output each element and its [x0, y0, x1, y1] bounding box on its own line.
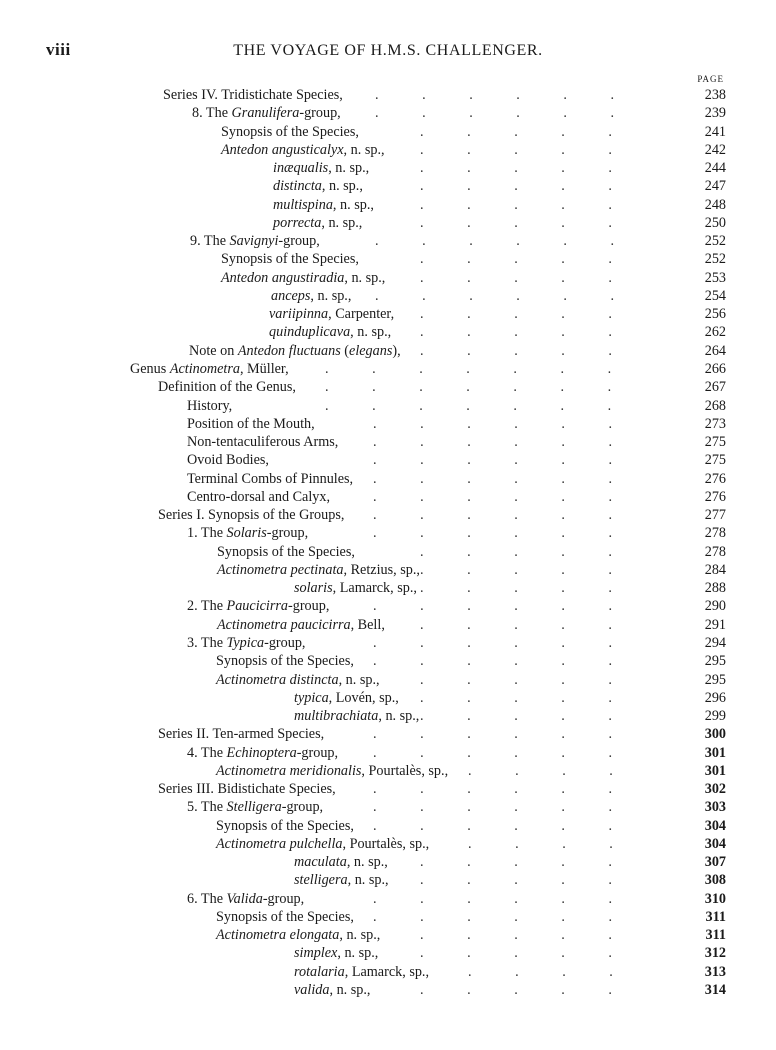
toc-entry-text: 6. The: [187, 890, 227, 907]
toc-entry: [0, 415, 776, 433]
leader-dots: . . . . . .: [375, 287, 615, 304]
page-column-label: PAGE: [697, 74, 724, 84]
toc-entry-title: [294, 871, 389, 889]
toc-page-number: 302: [704, 781, 726, 798]
toc-entry-text: Typica: [226, 634, 265, 651]
toc-page-number: 275: [704, 452, 726, 469]
toc-entry-title: [187, 451, 269, 469]
leader-dots: . . . . .: [420, 342, 612, 359]
toc-page-number: 277: [704, 507, 726, 524]
toc-entry-title: [294, 944, 378, 962]
leader-dots: . . . . .: [420, 854, 612, 871]
toc-entry: [0, 579, 776, 597]
leader-dots: . . . . .: [420, 982, 612, 999]
toc-entry-text: Actinometra elongata: [216, 927, 340, 944]
leader-dots: . . . . . .: [375, 105, 615, 122]
toc-entry-title: [158, 506, 344, 524]
leader-dots: . . . . .: [420, 214, 612, 231]
toc-entry-text: Echinoptera: [226, 744, 297, 761]
leader-dots: . . . . . .: [373, 598, 613, 615]
toc-page-number: 311: [705, 908, 726, 925]
leader-dots: . . . . . .: [373, 415, 613, 432]
toc-entry: [0, 597, 776, 615]
toc-entry-text: , Lamarck, sp.,: [344, 963, 430, 980]
toc-entry-text: , n. sp.,: [346, 854, 388, 871]
leader-dots: . . . . .: [420, 671, 612, 688]
toc-page-number: 244: [704, 160, 726, 177]
toc-entry-text: , n. sp.,: [344, 269, 386, 286]
toc-entry-title: [130, 360, 289, 378]
toc-entry: [0, 342, 776, 360]
toc-page-number: 299: [704, 708, 726, 725]
toc-entry-text: , n. sp.,: [350, 324, 392, 341]
toc-entry-text: quinduplicava: [269, 324, 351, 341]
toc-entry-text: Granulifera: [231, 105, 300, 122]
toc-entry-text: , n. sp.,: [321, 178, 363, 195]
leader-dots: . . . . . .: [375, 233, 615, 250]
toc-entry: [0, 360, 776, 378]
toc-entry-text: , n. sp.,: [337, 945, 379, 962]
toc-entry-text: Series IV. Tridistichate Species,: [163, 87, 343, 103]
toc-entry-text: , n. sp.,: [343, 141, 385, 158]
toc-entry-text: multibrachiata: [294, 708, 379, 725]
toc-entry-text: Paucicirra: [226, 598, 289, 615]
toc-entry-text: typica: [294, 689, 329, 706]
toc-entry-text: distincta: [273, 178, 322, 195]
toc-entry-text: anceps: [271, 287, 311, 304]
toc-page-number: 311: [705, 927, 726, 944]
toc-entry: [0, 214, 776, 232]
toc-page-number: 253: [704, 269, 726, 286]
toc-page-number: 312: [704, 945, 726, 962]
toc-entry-text: Actinometra pectinata: [217, 561, 344, 578]
toc-page-number: 295: [704, 653, 726, 670]
toc-entry-title: [187, 744, 338, 762]
leader-dots: . . . . . .: [373, 470, 613, 487]
toc-entry-title: [294, 579, 417, 597]
toc-entry-title: [216, 652, 354, 670]
toc-entry-text: , n. sp.,: [310, 287, 352, 304]
toc-entry-title: [158, 378, 296, 396]
toc-entry-title: [216, 762, 448, 780]
leader-dots: . . . . . .: [373, 890, 613, 907]
toc-entry: [0, 123, 776, 141]
toc-entry-text: Savignyi: [229, 233, 279, 250]
toc-page-number: 252: [704, 233, 726, 250]
toc-page-number: 284: [704, 561, 726, 578]
toc-entry: [0, 543, 776, 561]
toc-entry-title: [271, 287, 351, 305]
toc-page-number: 262: [704, 324, 726, 341]
toc-entry-text: Genus: [130, 360, 170, 377]
leader-dots: . . . . . .: [373, 634, 613, 651]
toc-entry-title: [273, 159, 369, 177]
toc-entry: [0, 561, 776, 579]
toc-entry: [0, 634, 776, 652]
toc-entry-title: [190, 232, 320, 250]
toc-entry: [0, 104, 776, 122]
toc-entry-title: [187, 597, 329, 615]
toc-entry-text: Terminal Combs of Pinnules,: [187, 470, 354, 487]
toc-entry-text: Antedon fluctuans: [237, 342, 341, 359]
leader-dots: . . . . .: [420, 178, 612, 195]
toc-entry-text: Definition of the Genus,: [158, 379, 296, 396]
toc-entry-text: Synopsis of the Species,: [216, 908, 354, 925]
toc-page-number: 268: [704, 397, 726, 414]
toc-entry-text: , Müller,: [239, 360, 289, 377]
toc-entry: [0, 671, 776, 689]
toc-entry-title: [216, 835, 429, 853]
toc-entry: [0, 524, 776, 542]
toc-entry-title: [217, 543, 355, 561]
leader-dots: . . . .: [468, 835, 613, 852]
toc-entry: [0, 323, 776, 341]
toc-entry: [0, 305, 776, 323]
toc-entry-text: 2. The: [187, 598, 227, 615]
toc-entry-text: Synopsis of the Species,: [216, 653, 354, 670]
leader-dots: . . . . . .: [373, 817, 613, 834]
toc-entry: [0, 707, 776, 725]
toc-entry-text: -group,: [288, 598, 330, 615]
toc-page-number: 278: [704, 525, 726, 542]
toc-entry-title: [221, 123, 359, 141]
toc-entry: [0, 725, 776, 743]
toc-entry-text: 9. The: [190, 233, 230, 250]
toc-entry-title: [216, 926, 380, 944]
toc-entry-text: (: [340, 342, 350, 359]
toc-entry-text: , Bell,: [350, 616, 385, 633]
toc-entry-title: [273, 214, 362, 232]
toc-entry-text: Series III. Bidistichate Species,: [158, 781, 336, 798]
toc-entry-text: valida: [294, 982, 330, 999]
leader-dots: . . . . . . .: [325, 397, 612, 414]
toc-entry-title: [273, 196, 374, 214]
toc-entry: [0, 232, 776, 250]
leader-dots: . . . . . .: [373, 507, 613, 524]
toc-entry-text: Antedon angusticalyx: [221, 141, 344, 158]
toc-entry: [0, 470, 776, 488]
toc-entry: [0, 397, 776, 415]
toc-entry: [0, 378, 776, 396]
toc-page-number: 242: [704, 141, 726, 158]
toc-entry-text: , Pourtalès, sp.,: [361, 762, 449, 779]
toc-page-number: 247: [704, 178, 726, 195]
toc-entry-text: Antedon angustiradia: [221, 269, 345, 286]
toc-entry-title: [294, 853, 388, 871]
toc-entry: [0, 141, 776, 159]
toc-entry-title: [187, 488, 330, 506]
toc-entry-title: [192, 104, 341, 122]
toc-entry-title: [217, 616, 385, 634]
leader-dots: . . . .: [468, 762, 613, 779]
toc-entry-text: Synopsis of the Species,: [221, 123, 359, 140]
toc-entry-text: -group,: [264, 634, 306, 651]
leader-dots: . . . . . .: [373, 434, 613, 451]
toc-page-number: 308: [704, 872, 726, 889]
toc-entry-text: Ovoid Bodies,: [187, 452, 269, 469]
toc-page-number: 239: [704, 105, 726, 122]
toc-entry: [0, 780, 776, 798]
toc-entry-text: multispina: [273, 196, 333, 213]
toc-entry-text: History,: [187, 397, 233, 414]
toc-entry: [0, 269, 776, 287]
toc-entry-text: -group,: [262, 890, 305, 907]
toc-entry-text: Synopsis of the Species,: [221, 251, 359, 268]
toc-page-number: 238: [704, 87, 726, 103]
toc-entry-text: Position of the Mouth,: [187, 415, 315, 432]
toc-entry-title: [158, 780, 336, 798]
toc-page-number: 264: [704, 342, 726, 359]
toc-page-number: 278: [704, 543, 726, 560]
toc-entry-text: 8. The: [192, 105, 232, 122]
toc-entry: [0, 926, 776, 944]
toc-entry-title: [294, 981, 370, 999]
toc-entry-title: [187, 634, 305, 652]
toc-entry: [0, 433, 776, 451]
leader-dots: . . . . . .: [373, 525, 613, 542]
toc-page-number: 276: [704, 470, 726, 487]
toc-entry-text: , Lovén, sp.,: [328, 689, 399, 706]
toc-entry-text: solaris: [294, 580, 333, 597]
toc-entry: [0, 451, 776, 469]
toc-entry: [0, 744, 776, 762]
toc-entry: [0, 944, 776, 962]
toc-page-number: 313: [704, 963, 726, 980]
toc-entry-title: [158, 725, 324, 743]
toc-entry: [0, 250, 776, 268]
toc-entry: [0, 506, 776, 524]
leader-dots: . . . . .: [420, 251, 612, 268]
toc-entry-text: Synopsis of the Species,: [216, 817, 354, 834]
toc-entry-text: Series I. Synopsis of the Groups,: [158, 507, 345, 524]
toc-page-number: 314: [704, 982, 726, 999]
toc-entry: [0, 488, 776, 506]
toc-page-number: 296: [704, 689, 726, 706]
toc-entry: [0, 177, 776, 195]
leader-dots: . . . . . . .: [325, 379, 612, 396]
toc-entry-text: , Pourtalès, sp.,: [342, 835, 430, 852]
toc-page-number: 288: [704, 580, 726, 597]
leader-dots: . . . . . .: [373, 744, 613, 761]
toc-entry: [0, 835, 776, 853]
page-number: viii: [46, 40, 71, 59]
toc-entry-title: [216, 908, 354, 926]
toc-entry: [0, 616, 776, 634]
toc-entry-title: [187, 798, 323, 816]
toc-entry-text: Synopsis of the Species,: [217, 543, 355, 560]
toc-entry-title: [221, 141, 385, 159]
toc-entry: [0, 871, 776, 889]
toc-entry-title: [294, 689, 399, 707]
leader-dots: . . . . .: [420, 543, 612, 560]
leader-dots: . . . . .: [420, 580, 612, 597]
toc-entry-text: rotalaria: [294, 963, 345, 980]
toc-entry-text: Stelligera: [226, 799, 282, 816]
toc-entry-text: ),: [392, 342, 401, 359]
toc-entry-text: Solaris: [226, 525, 267, 542]
toc-entry: [0, 963, 776, 981]
toc-entry-text: -group,: [296, 744, 339, 761]
table-of-contents: [0, 86, 776, 999]
toc-entry: [0, 890, 776, 908]
leader-dots: . . . . .: [420, 927, 612, 944]
toc-entry-text: 1. The: [187, 525, 227, 542]
leader-dots: . . . . .: [420, 196, 612, 213]
toc-entry-title: [221, 250, 359, 268]
leader-dots: . . . . .: [420, 689, 612, 706]
toc-page-number: 303: [704, 799, 726, 816]
toc-entry-text: , Carpenter,: [328, 306, 395, 323]
toc-page-number: 295: [704, 671, 726, 688]
leader-dots: . . . . . .: [373, 799, 613, 816]
toc-entry-text: Centro-dorsal and Calyx,: [187, 488, 331, 505]
toc-entry-text: , n. sp.,: [332, 196, 374, 213]
running-title: THE VOYAGE OF H.M.S. CHALLENGER.: [233, 42, 543, 59]
toc-entry-title: [294, 707, 419, 725]
leader-dots: . . . . .: [420, 708, 612, 725]
leader-dots: . . . . .: [420, 160, 612, 177]
toc-page-number: 294: [704, 634, 726, 651]
toc-entry-text: elegans: [349, 342, 393, 359]
leader-dots: . . . . . .: [373, 781, 613, 798]
toc-entry: [0, 798, 776, 816]
leader-dots: . . . . .: [420, 269, 612, 286]
toc-entry-title: [187, 890, 304, 908]
toc-entry-text: -group,: [278, 233, 320, 250]
leader-dots: . . . . . .: [373, 452, 613, 469]
toc-entry-text: , n. sp.,: [329, 982, 371, 999]
toc-page-number: 307: [704, 854, 726, 871]
toc-entry: [0, 86, 776, 104]
toc-page-number: 304: [704, 835, 726, 852]
toc-entry-text: 5. The: [187, 799, 227, 816]
toc-entry-text: Series II. Ten-armed Species,: [158, 726, 325, 743]
toc-entry-title: [187, 433, 338, 451]
leader-dots: . . . . . . .: [325, 360, 612, 377]
toc-entry-title: [187, 470, 353, 488]
toc-entry-text: Actinometra meridionalis: [216, 762, 362, 779]
toc-page-number: 300: [704, 726, 726, 743]
toc-page-number: 301: [704, 744, 726, 761]
toc-page-number: 248: [704, 196, 726, 213]
toc-page-number: 250: [704, 214, 726, 231]
toc-entry-text: inæqualis: [273, 160, 329, 177]
toc-entry-text: , n. sp.,: [328, 160, 370, 177]
toc-page-number: 304: [704, 817, 726, 834]
toc-entry-text: Valida: [226, 890, 263, 907]
toc-page-number: 276: [704, 488, 726, 505]
toc-entry: [0, 689, 776, 707]
toc-entry-text: variipinna: [269, 306, 329, 323]
toc-entry-title: [273, 177, 363, 195]
toc-entry-text: , n. sp.,: [339, 927, 381, 944]
toc-entry: [0, 908, 776, 926]
toc-entry-text: , n. sp.,: [378, 708, 420, 725]
leader-dots: . . . . .: [420, 141, 612, 158]
toc-entry-text: Actinometra distincta: [216, 671, 339, 688]
toc-entry-text: , Retzius, sp.,: [343, 561, 420, 578]
toc-entry-title: [269, 323, 391, 341]
toc-page-number: 252: [704, 251, 726, 268]
toc-page-number: 266: [704, 360, 726, 377]
leader-dots: . . . . .: [420, 872, 612, 889]
leader-dots: . . . . .: [420, 616, 612, 633]
toc-entry-text: Actinometra pulchella: [216, 835, 343, 852]
toc-entry-title: [187, 397, 232, 415]
toc-entry-text: -group,: [299, 105, 341, 122]
toc-entry-title: [221, 269, 385, 287]
leader-dots: . . . . .: [420, 561, 612, 578]
toc-page-number: 273: [704, 415, 726, 432]
toc-entry-text: Non-tentaculiferous Arms,: [187, 434, 339, 451]
leader-dots: . . . . . .: [375, 87, 615, 103]
toc-entry-title: [216, 817, 354, 835]
toc-entry-text: , n. sp.,: [321, 214, 363, 231]
leader-dots: . . . . . .: [373, 908, 613, 925]
toc-entry: [0, 762, 776, 780]
toc-entry-text: simplex: [294, 945, 338, 962]
toc-entry-text: stelligera: [294, 872, 348, 889]
toc-entry: [0, 652, 776, 670]
toc-entry-text: Actinometra: [169, 360, 240, 377]
leader-dots: . . . . . .: [373, 653, 613, 670]
toc-entry: [0, 287, 776, 305]
toc-entry: [0, 817, 776, 835]
leader-dots: . . . . .: [420, 306, 612, 323]
leader-dots: . . . . . .: [373, 488, 613, 505]
toc-entry-title: [163, 86, 343, 104]
toc-page-number: 241: [704, 123, 726, 140]
toc-entry-title: [189, 342, 401, 360]
toc-entry-text: Note on: [189, 342, 238, 359]
toc-entry-text: Actinometra paucicirra: [217, 616, 351, 633]
toc-entry-title: [294, 963, 429, 981]
toc-entry-title: [269, 305, 394, 323]
toc-page-number: 254: [704, 287, 726, 304]
leader-dots: . . . . . .: [373, 726, 613, 743]
toc-entry-text: 3. The: [187, 634, 227, 651]
toc-entry-text: , Lamarck, sp.,: [332, 580, 417, 597]
toc-entry-text: -group,: [266, 525, 309, 542]
leader-dots: . . . . .: [420, 945, 612, 962]
toc-entry-text: 4. The: [187, 744, 227, 761]
toc-entry: [0, 981, 776, 999]
toc-entry-title: [187, 415, 315, 433]
toc-page-number: 291: [704, 616, 726, 633]
toc-page-number: 275: [704, 434, 726, 451]
toc-page-number: 301: [704, 762, 726, 779]
toc-entry-title: [187, 524, 308, 542]
toc-entry: [0, 159, 776, 177]
toc-page-number: 310: [704, 890, 726, 907]
toc-entry-text: , n. sp.,: [347, 872, 389, 889]
toc-entry-text: maculata: [294, 854, 347, 871]
toc-page-number: 256: [704, 306, 726, 323]
toc-entry-text: -group,: [281, 799, 324, 816]
toc-entry: [0, 853, 776, 871]
leader-dots: . . . .: [468, 963, 613, 980]
leader-dots: . . . . .: [420, 123, 612, 140]
toc-page-number: 267: [704, 379, 726, 396]
toc-entry-text: porrecta: [273, 214, 322, 231]
toc-entry: [0, 196, 776, 214]
toc-entry-text: , n. sp.,: [338, 671, 380, 688]
leader-dots: . . . . .: [420, 324, 612, 341]
toc-entry-title: [217, 561, 420, 579]
toc-entry-title: [216, 671, 380, 689]
toc-page-number: 290: [704, 598, 726, 615]
